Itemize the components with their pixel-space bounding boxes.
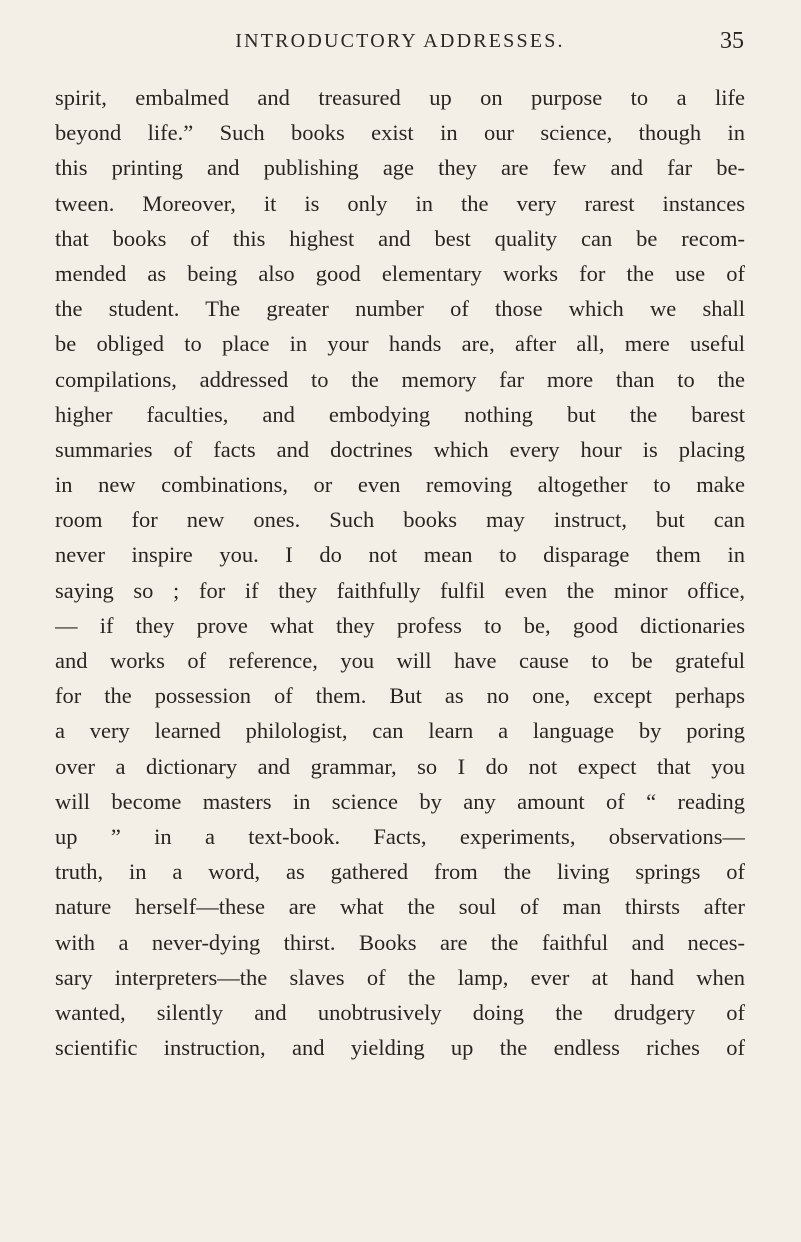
text-line: this printing and publishing age they are few and far be- (55, 155, 745, 181)
text-line: room for new ones. Such books may instruct, but can (55, 507, 745, 533)
text-line: the student. The greater number of those which we shall (55, 296, 745, 322)
text-line: saying so ; for if they faithfully fulfil even the minor office, (55, 577, 745, 603)
text-line: a very learned philologist, can learn a language by poring (55, 718, 745, 744)
text-line: scientific instruction, and yielding up the endless riches of (55, 1035, 745, 1061)
text-line: will become masters in science by any amount of “ reading (55, 788, 745, 814)
text-line: and works of reference, you will have cause to be grateful (55, 648, 745, 673)
text-line: summaries of facts and doctrines which every hour is placing (55, 436, 745, 462)
text-line: never inspire you. I do not mean to disparage them in (55, 542, 745, 568)
body-text (55, 80, 745, 1065)
text-line: up ” in a text-book. Facts, experiments, observations— (55, 823, 745, 849)
text-line: sary interpreters—the slaves of the lamp, ever at hand when (55, 964, 745, 990)
text-line: over a dictionary and grammar, so I do not expect that you (55, 753, 745, 779)
text-line: for the possession of them. But as no one, except perhaps (55, 683, 745, 709)
text-line: spirit, embalmed and treasured up on purpose to a life (55, 85, 745, 110)
text-line: mended as being also good elementary works for the use of (55, 260, 745, 286)
text-line: — if they prove what they profess to be, good dictionaries (55, 612, 745, 638)
text-line: nature herself—these are what the soul of man thirsts after (55, 894, 745, 920)
text-line: compilations, addressed to the memory far more than to the (55, 366, 745, 392)
text-line: be obliged to place in your hands are, after all, mere useful (55, 331, 745, 357)
text-line: higher faculties, and embodying nothing but the barest (55, 401, 745, 427)
text-line: truth, in a word, as gathered from the living springs of (55, 859, 745, 885)
text-line: tween. Moreover, it is only in the very rarest instances (55, 190, 745, 216)
text-line: that books of this highest and best quality can be recom- (55, 225, 745, 251)
text-line: wanted, silently and unobtrusively doing the drudgery of (55, 999, 745, 1025)
text-line: beyond life.” Such books exist in our science, though in (55, 120, 745, 146)
page-number: 35 (720, 28, 744, 54)
running-head: INTRODUCTORY ADDRESSES. (235, 30, 565, 52)
text-line: in new combinations, or even removing altogether to make (55, 472, 745, 498)
page-header (0, 22, 801, 62)
text-line: with a never-dying thirst. Books are the faithful and neces- (55, 929, 745, 955)
